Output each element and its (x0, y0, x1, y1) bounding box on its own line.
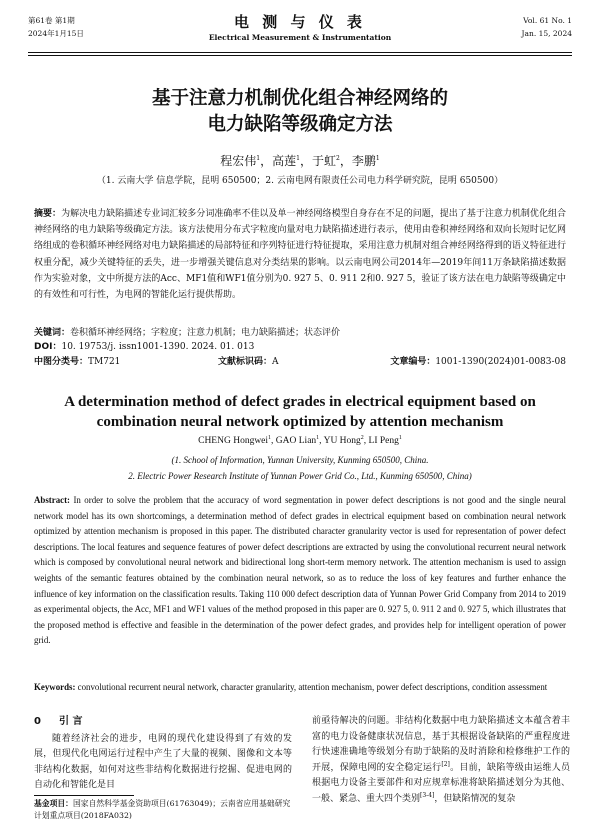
article-number-value: 1001-1390(2024)01-0083-08 (435, 357, 566, 367)
body-paragraph-left (34, 732, 292, 794)
abstract-en (34, 493, 566, 649)
section-heading (34, 714, 292, 730)
abstract-en-label: Abstract: (34, 495, 70, 505)
affiliation-en-line-1: (1. School of Information, Yunnan University, Kunming 650500, China. (171, 455, 429, 465)
body-column-right (312, 714, 570, 807)
citation-mark: [2] (441, 760, 450, 768)
body-left-text: 随着经济社会的进步，电网的现代化建设得到了有效的发展，但现代化电网运行过程中产生了大量的视频、图像和文本等非结构化数据，如何对这些非结构化数据进行挖掘、促进电网的自动化和智能化是目 (34, 733, 292, 790)
journal-name-en: Electrical Measurement & Instrumentation (208, 33, 392, 42)
footnote-text: 国家自然科学基金资助项目(61763049)；云南省应用基础研究计划重点项目(2018FA032) (34, 799, 291, 820)
title-cn-line-1: 基于注意力机制优化组合神经网络的 (151, 88, 448, 109)
keywords-en-text: convolutional recurrent neural network, character granularity, attention mechanism, power defect descriptions, condition assessment (77, 682, 548, 692)
body-column-left (34, 714, 292, 794)
keywords-cn-label: 关键词： (34, 328, 71, 338)
doi-label: DOI： (34, 342, 62, 352)
author-name: 程宏伟 (220, 154, 257, 168)
keywords-en-label: Keywords: (34, 682, 76, 692)
authors-en: CHENG Hongwei$^1$, GAO Lian$^1$, YU Hong$^2$, LI Peng$^1$ (198, 434, 402, 446)
doi-line (34, 340, 566, 354)
date-en: Jan. 15, 2024 (521, 29, 572, 38)
authors-cn: 程宏伟$^1$，高莲$^1$，于虹$^2$，李鹏$^1$ (220, 154, 380, 168)
article-number-label: 文章编号： (390, 357, 436, 367)
author-affil-mark: 1 (256, 155, 261, 162)
title-en-line-1: A determination method of defect grades in electrical equipment based on (64, 394, 536, 410)
header-rule-thick (28, 52, 572, 53)
document-code (218, 354, 279, 367)
doc-code-label: 文献标识码： (218, 357, 273, 367)
title-en-line-2: combination neural network optimized by attention mechanism (96, 414, 504, 430)
author-name: 李鹏 (351, 154, 376, 168)
abstract-cn-label: 摘要： (34, 209, 62, 219)
abstract-en-text: In order to solve the problem that the accuracy of word segmentation in power defect descriptions is not good and the single neural network model has its own shortcomings, a determination method of defect grades in electrical equipment based on combination neural network optimized by attention mechanism is proposed in this paper. The distributed character granularity vector is used for representation of power defect descriptions. The local features and sequence features of power defect descriptions are extracted by using the convolutional recurrent neural network which is composed by convolutional neural network and bidirectional long short-term memory network. The attention mechanism is used to assign weights of the semantic features obtained by the combination neural network, so as to reduce the loss of key features and further enhance the influence of key information on the classification results. Taking 110 000 defect description data of Yunnan Power Grid Company from 2014 to 2019 as experimental objects, the Acc, MF1 and WF1 values of the method proposed in this paper are 0. 927 5, 0. 911 2 and 0. 927 5, which illustrates that the proposed method is effective and feasible in the determination of the power defect grades, and provides help for intelligent operation of power grid. (34, 495, 567, 646)
author-affil-mark: 2 (360, 434, 364, 441)
body-right-text-2: 。目前，缺陷等级由运维人员根据电力设备主要部件和对应规章标准将缺陷描述划分为其他、一般、紧急、重大四个类别 (312, 762, 570, 804)
section-number: 0 (34, 716, 41, 727)
volume-issue-en: Vol. 61 No. 1 (523, 16, 572, 25)
affiliation-cn: （1. 云南大学 信息学院，昆明 650500；2. 云南电网有限责任公司电力科学研究院，昆明 650500） (96, 176, 504, 186)
keywords-en (34, 680, 566, 694)
title-en (40, 392, 560, 432)
doi-text: 10. 19753/j. issn1001-1390. 2024. 01. 013 (61, 342, 255, 352)
author-name: 高莲 (272, 154, 297, 168)
header-left (28, 14, 84, 40)
body-right-text-3: ，但缺陷情况的复杂 (434, 793, 516, 804)
affiliation-en-line-2: 2. Electric Power Research Institute of Yunnan Power Grid Co., Ltd., Kunming 650500, China) (128, 471, 472, 481)
author-name-en: GAO Lian (275, 436, 317, 446)
author-affil-mark: 1 (316, 434, 320, 441)
footnote-label: 基金项目： (34, 799, 73, 808)
abstract-cn (34, 206, 566, 303)
journal-header (28, 12, 572, 50)
keywords-cn-text: 卷积循环神经网络；字粒度；注意力机制；电力缺陷描述；状态评价 (70, 328, 341, 338)
citation-mark: [3-4] (420, 791, 435, 799)
author-affil-mark: 2 (336, 155, 340, 162)
date-cn: 2024年1月15日 (28, 29, 84, 38)
header-rule-thin (28, 55, 572, 56)
clc-label: 中图分类号： (34, 357, 89, 367)
footnote (34, 798, 292, 822)
author-name: 于虹 (312, 154, 337, 168)
journal-name-cn: 电 测 与 仪 表 (234, 13, 366, 31)
author-affil-mark: 1 (268, 434, 272, 441)
author-name-en: YU Hong (323, 436, 361, 446)
author-affil-mark: 1 (296, 155, 300, 162)
author-affil-mark: 1 (375, 155, 380, 162)
header-center (178, 12, 422, 43)
doc-code-value: A (272, 357, 279, 367)
clc-value: TM721 (88, 357, 121, 367)
article-number (390, 354, 566, 367)
classification-row (34, 354, 566, 368)
title-cn-line-2: 电力缺陷等级确定方法 (207, 114, 393, 135)
author-name-en: LI Peng (368, 436, 399, 446)
affiliation-en (40, 452, 560, 484)
title-cn (40, 86, 560, 138)
volume-issue-cn: 第61卷 第1期 (28, 16, 75, 25)
body-right-text-1: 前亟待解决的问题。非结构化数据中电力缺陷描述文本蕴含着丰富的电力设备健康状况信息，基于其根据设备缺陷的严重程度进行快速准确地等级划分有助于缺陷的及时消除和检修维护工作的开展，保障电网的安全稳定运行 (312, 716, 570, 773)
author-affil-mark: 1 (398, 434, 402, 441)
author-name-en: CHENG Hongwei (198, 436, 269, 446)
keywords-cn (34, 326, 566, 340)
header-right (522, 14, 572, 40)
section-title: 引 言 (58, 716, 83, 727)
abstract-cn-text: 为解决电力缺陷描述专业词汇较多分词准确率不佳以及单一神经网络模型自身存在不足的问题，提出了基于注意力机制优化组合神经网络的电力缺陷等级确定方法。该方法使用分布式字粒度向量对电力缺陷描述进行表示，使用由卷积神经网络和双向长短时记忆网络组成的卷积循环神经网络对电力缺陷描述的局部特征和序列特征进行特征提取，采用注意力机制对组合神经网络得到的语义特征进行权重分配，减少关键特征的丢失，进一步增强关键信息对分类结果的影响。以云南电网公司2014年—2019年间11万条缺陷描述数据作为实验对象，文中所提方法的Acc、MF1值和WF1值分别为0. 927 5、0. 911 2和0. 927 5，验证了该方法在电力缺陷等级确定中的有效性和可行性，为电网的智能化运行提供帮助。 (34, 209, 566, 301)
footnote-rule (34, 795, 134, 796)
clc-number (34, 354, 120, 367)
